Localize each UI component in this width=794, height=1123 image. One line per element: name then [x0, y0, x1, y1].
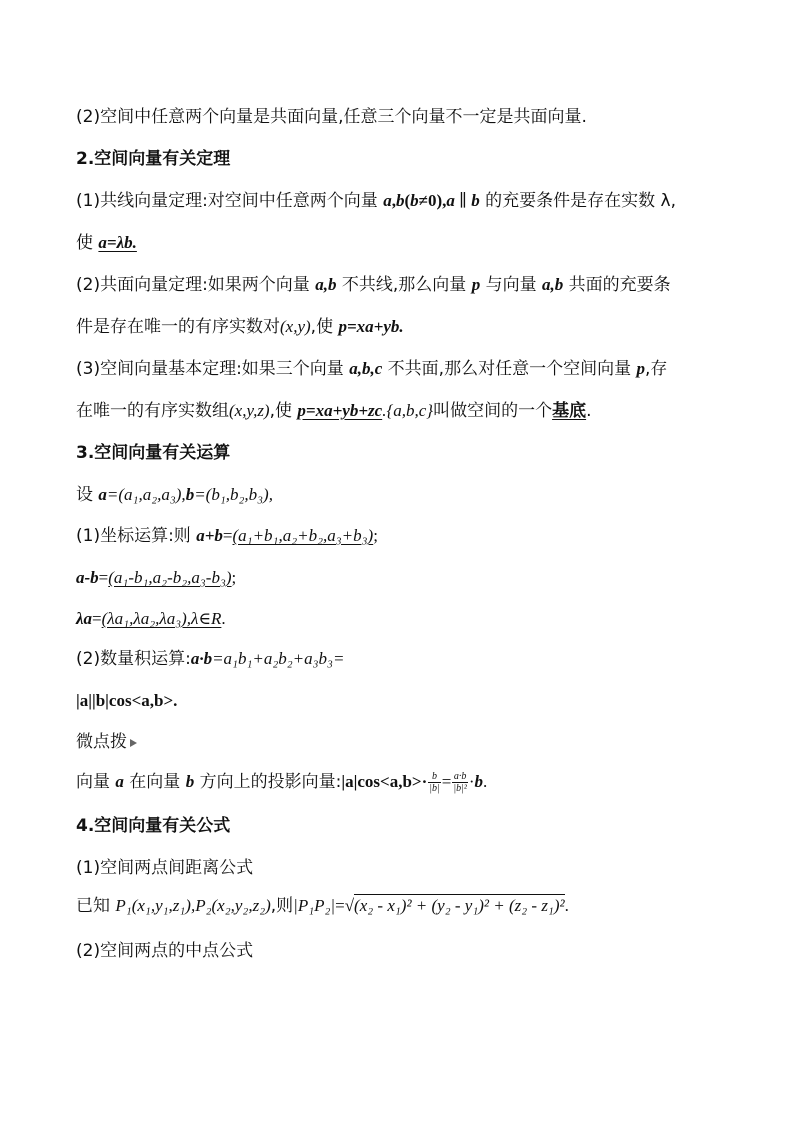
math: λa: [76, 609, 93, 628]
math: |a|cos<a,b>·: [341, 772, 428, 791]
text: 件是存在唯一的有序实数对: [76, 317, 280, 337]
math: p=xa+yb.: [338, 317, 404, 336]
math: a: [383, 191, 392, 210]
text: 向量: [76, 772, 116, 792]
numerator: a·b: [453, 770, 467, 782]
math: =a₁b₁+a₂b₂+a₃b₃=: [212, 649, 345, 668]
text: ,使: [269, 401, 298, 421]
text: ,存: [644, 359, 668, 379]
math: b: [185, 485, 195, 504]
math: b: [410, 191, 419, 210]
heading-text: 4.空间向量有关公式: [76, 816, 231, 836]
text: (2)数量积运算:: [76, 649, 191, 669]
math: =: [441, 772, 452, 791]
math: b: [395, 191, 405, 210]
math: .: [483, 772, 488, 791]
math: ·: [468, 772, 475, 791]
math: a-b: [76, 568, 99, 587]
math: ,: [391, 191, 396, 210]
text: 的充要条件是存在实数 λ,: [479, 191, 677, 211]
text-line-8: [76, 399, 592, 423]
math: a·b: [190, 649, 213, 668]
text-line-14: [76, 647, 344, 671]
math: a,b: [315, 275, 337, 294]
section-heading-3: [76, 441, 230, 465]
text: (2)共面向量定理:如果两个向量: [76, 275, 316, 295]
text-line-3: [76, 189, 676, 213]
math: ;: [231, 568, 237, 587]
text-line-17: [76, 770, 487, 794]
fraction-b-over-norm: [428, 771, 441, 794]
text-line-10: [76, 483, 273, 507]
denominator: |b|²: [453, 782, 467, 794]
text: (1)坐标运算:则: [76, 526, 197, 546]
answer-blank: a=λb.: [98, 233, 137, 252]
text: 在向量: [123, 772, 186, 792]
text: .: [586, 401, 592, 421]
math: =: [98, 568, 109, 587]
fraction-dot-over-norm-squared: [452, 771, 468, 794]
math: b: [185, 772, 195, 791]
tip-label: [76, 730, 137, 754]
text: 方向上的投影向量:: [194, 772, 342, 792]
text-line-15: [76, 689, 177, 713]
text-line-20: [76, 894, 569, 918]
text: (1)空间两点间距离公式: [76, 858, 254, 878]
text-line-11: [76, 524, 378, 548]
answer-blank: 基底: [552, 401, 587, 421]
math: p: [471, 275, 481, 294]
vector-norm: |P₁P₂|: [293, 896, 336, 915]
section-heading-2: [76, 147, 230, 171]
text: 共面的充要条: [563, 275, 671, 295]
math: =(b₁,b₂,b₃),: [194, 485, 273, 504]
text: (2)空间两点的中点公式: [76, 941, 254, 961]
math: a: [446, 191, 455, 210]
heading-text: 2.空间向量有关定理: [76, 149, 231, 169]
text: (3)空间向量基本定理:如果三个向量: [76, 359, 350, 379]
math: a+b: [196, 526, 223, 545]
math: ≠0),: [418, 191, 447, 210]
math: .{a,b,c}: [382, 401, 434, 420]
math: b: [474, 772, 484, 791]
text: 已知: [76, 896, 116, 916]
math: (x,y,z): [229, 401, 270, 420]
math: (: [404, 191, 411, 210]
math: =: [222, 526, 233, 545]
text: 与向量: [480, 275, 542, 295]
math: .: [564, 896, 569, 915]
text-line-21: [76, 939, 253, 963]
text-line-12: [76, 566, 236, 590]
math: .: [221, 609, 226, 628]
answer-blank: (λa₁,λa₂,λa₃),λ∈R: [101, 609, 222, 628]
text: 在唯一的有序实数组: [76, 401, 229, 421]
triangle-pointer-icon: [130, 739, 137, 747]
sqrt-radicand: (x₂ - x₁)² + (y₂ - y₁)² + (z₂ - z₁)²: [354, 896, 565, 915]
text-line-7: [76, 357, 667, 381]
text: 叫做空间的一个: [433, 401, 553, 421]
tip-text: 微点拨: [76, 732, 127, 752]
denominator: |b|: [429, 782, 440, 794]
sqrt-symbol: √: [344, 896, 355, 915]
text-line-5: [76, 273, 671, 297]
math: a: [98, 485, 107, 504]
math: ;: [373, 526, 378, 545]
answer-blank: (a₁-b₁,a₂-b₂,a₃-b₃): [108, 568, 232, 587]
math: |a||b|cos<a,b>.: [76, 691, 178, 710]
numerator: b: [428, 771, 441, 783]
text: (2)空间中任意两个向量是共面向量,任意三个向量不一定是共面向量.: [76, 107, 587, 127]
answer-blank: (a₁+b₁,a₂+b₂,a₃+b₃): [232, 526, 374, 545]
text: 设: [76, 485, 99, 505]
heading-text: 3.空间向量有关运算: [76, 443, 231, 463]
section-heading-4: [76, 814, 230, 838]
text: 不共面,那么对任意一个空间向量: [382, 359, 637, 379]
math: a,b: [542, 275, 564, 294]
text-line-1: [76, 105, 587, 129]
text-line-4: [76, 231, 137, 255]
text: ,使: [310, 317, 339, 337]
text-line-6: [76, 315, 404, 339]
math: =: [92, 609, 102, 628]
math: p: [636, 359, 645, 378]
math: =(a₁,a₂,a₃),: [106, 485, 186, 504]
math: P₁(x₁,y₁,z₁),P₂(x₂,y₂,z₂): [115, 896, 271, 915]
math: a,b,c: [349, 359, 383, 378]
text: 使: [76, 233, 99, 253]
answer-blank: p=xa+yb+zc: [297, 401, 383, 420]
text-line-19: [76, 856, 253, 880]
math: b: [471, 191, 480, 210]
text: ,则: [270, 896, 294, 916]
text-line-13: [76, 607, 226, 631]
math: ∥: [454, 191, 472, 210]
math: =: [335, 896, 345, 915]
text: 不共线,那么向量: [336, 275, 472, 295]
math: (x,y): [280, 317, 311, 336]
math: a: [115, 772, 124, 791]
text: (1)共线向量定理:对空间中任意两个向量: [76, 191, 384, 211]
